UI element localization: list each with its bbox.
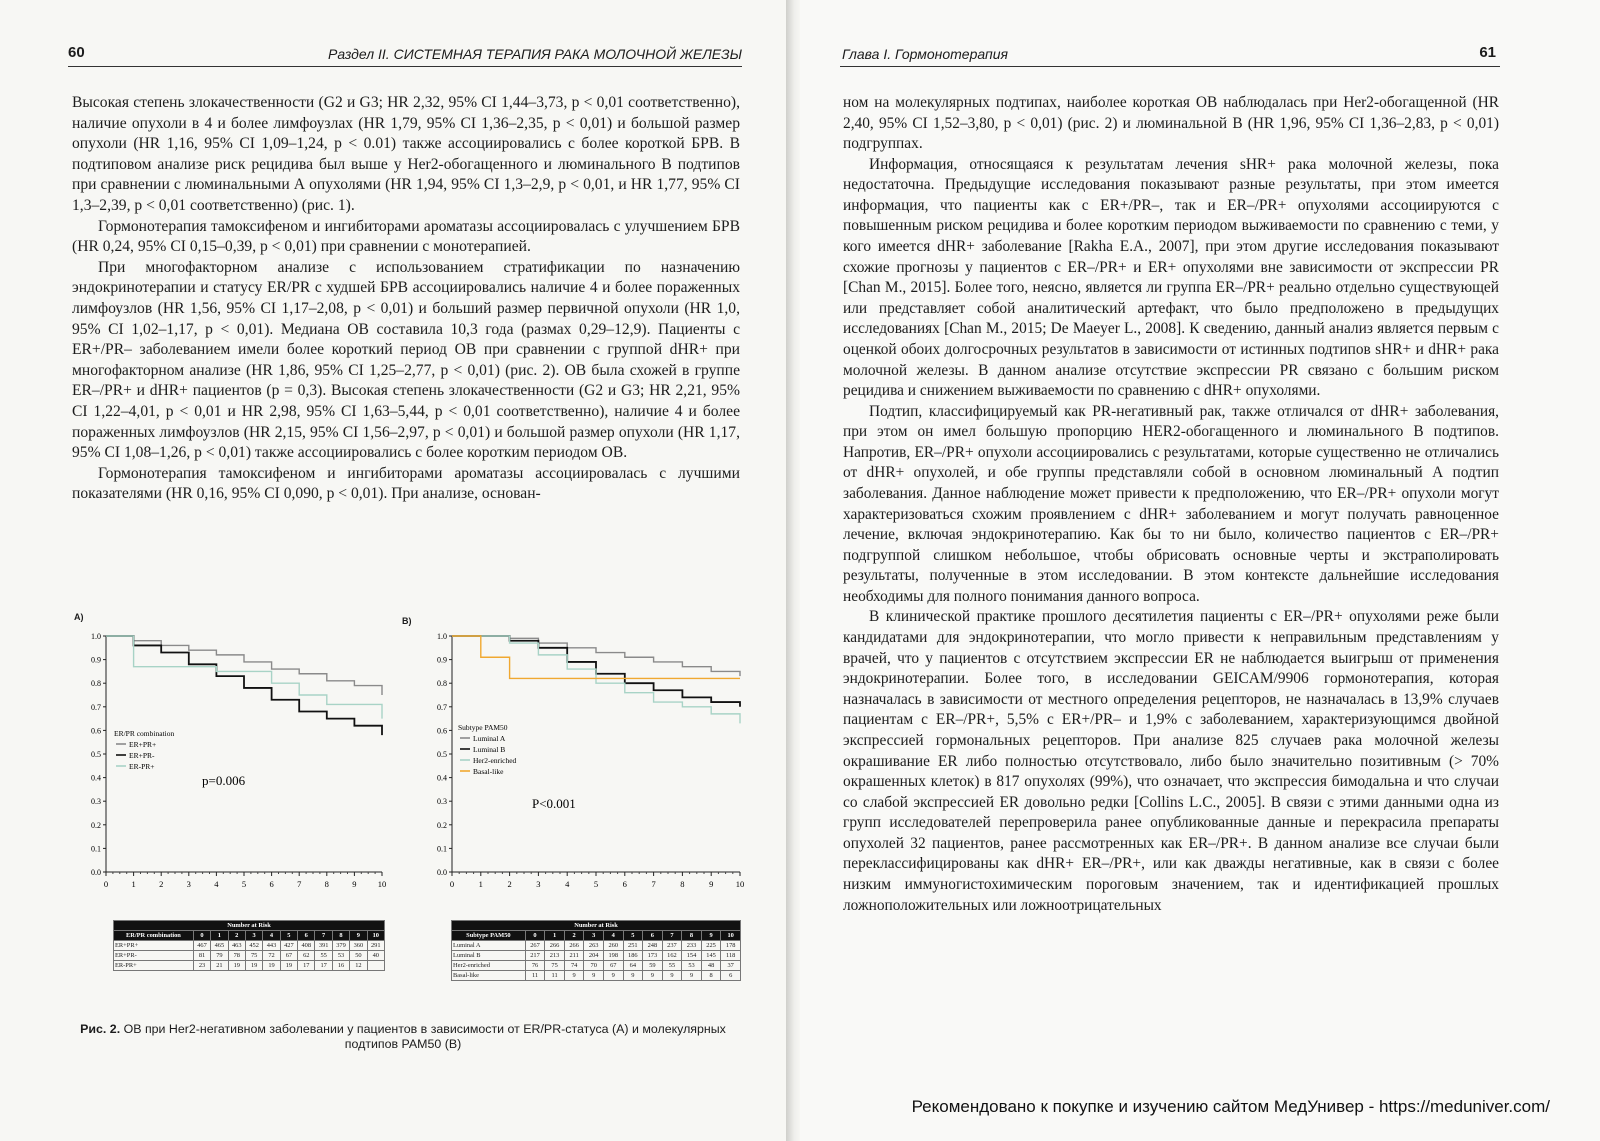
risk-cell: 186 xyxy=(623,951,643,961)
legend-label: ER+PR- xyxy=(129,751,155,760)
risk-row-label: ER+PR+ xyxy=(114,941,194,951)
risk-row-label: Basal-like xyxy=(452,971,526,981)
risk-cell: 11 xyxy=(525,971,545,981)
panel-label-b: B) xyxy=(402,616,412,626)
risk-cell: 118 xyxy=(721,951,741,961)
risk-cell: 64 xyxy=(623,961,643,971)
risk-row-label: ER+PR- xyxy=(114,951,194,961)
risk-table-column-header: 8 xyxy=(332,931,349,941)
risk-cell: 17 xyxy=(298,961,315,971)
risk-cell: 8 xyxy=(701,971,721,981)
km-chart-a xyxy=(84,622,390,912)
book-gutter xyxy=(786,0,800,1141)
header-rule xyxy=(68,66,742,67)
risk-cell: 9 xyxy=(643,971,663,981)
risk-cell: 17 xyxy=(315,961,332,971)
risk-cell: 21 xyxy=(211,961,228,971)
body-text xyxy=(843,93,1499,916)
risk-cell: 78 xyxy=(228,951,245,961)
x-tick-label: 0 xyxy=(449,879,455,889)
paragraph: Гормонотерапия тамоксифеном и ингибиторами ароматазы ассоциировалась с лучшими показателями (HR 0,16, 95% CI 0,090, p < 0,01). При анализе, основан- xyxy=(72,464,740,503)
caption-label: Рис. 2. xyxy=(80,1022,121,1036)
risk-cell: 16 xyxy=(332,961,349,971)
risk-cell: 74 xyxy=(564,961,584,971)
risk-cell: 62 xyxy=(298,951,315,961)
risk-cell: 9 xyxy=(603,971,623,981)
risk-cell: 9 xyxy=(662,971,682,981)
risk-table-column-header: 1 xyxy=(545,931,565,941)
legend-label: Basal-like xyxy=(473,767,504,776)
y-tick-label: 1.0 xyxy=(437,632,447,641)
x-tick-label: 0 xyxy=(103,879,109,889)
risk-cell: 19 xyxy=(280,961,297,971)
running-head: Раздел II. СИСТЕМНАЯ ТЕРАПИЯ РАКА МОЛОЧНОЙ ЖЕЛЕЗЫ xyxy=(328,46,742,62)
x-tick-label: 9 xyxy=(352,879,357,889)
right-page xyxy=(800,0,1600,1141)
y-tick-label: 1.0 xyxy=(91,632,101,641)
table-row xyxy=(114,961,385,971)
left-page xyxy=(0,0,786,1141)
risk-table-column-header: 6 xyxy=(643,931,663,941)
risk-cell: 154 xyxy=(682,951,702,961)
risk-table-column-header: 4 xyxy=(603,931,623,941)
risk-cell: 23 xyxy=(193,961,210,971)
risk-cell: 40 xyxy=(367,951,384,961)
p-value-annotation: P<0.001 xyxy=(532,796,576,811)
risk-table-column-header: 9 xyxy=(350,931,367,941)
legend-title: Subtype PAM50 xyxy=(458,723,508,732)
x-tick-label: 2 xyxy=(159,879,164,889)
risk-table-row-header: ER/PR combination xyxy=(114,931,194,941)
y-tick-label: 0.0 xyxy=(437,868,447,877)
risk-cell: 9 xyxy=(584,971,604,981)
risk-cell: 55 xyxy=(315,951,332,961)
risk-cell: 11 xyxy=(545,971,565,981)
y-tick-label: 0.7 xyxy=(437,702,447,712)
risk-cell: 59 xyxy=(643,961,663,971)
x-tick-label: 7 xyxy=(651,879,656,889)
risk-cell: 266 xyxy=(545,941,565,951)
x-tick-label: 4 xyxy=(214,879,219,889)
paragraph: Гормонотерапия тамоксифеном и ингибиторами ароматазы ассоциировалась с улучшением БРВ (HR 0,24, 95% CI 0,15–0,39, p < 0,01) при сравнении с монотерапией. xyxy=(72,217,740,256)
paragraph: ном на молекулярных подтипах, наиболее короткая ОВ наблюдалась при Her2-обогащенной (HR 2,40, 95% CI 1,52–3,80, p < 0,01) (рис. 2) и люминальной B (HR 1,96, 95% CI 1,36–2,83, p < 0,01) подгруппах. xyxy=(843,94,1499,153)
risk-table-column-header: 0 xyxy=(193,931,210,941)
body-text xyxy=(72,93,740,505)
risk-table-column-header: 6 xyxy=(298,931,315,941)
risk-cell: 37 xyxy=(721,961,741,971)
risk-cell: 443 xyxy=(263,941,280,951)
table-row xyxy=(114,941,385,951)
risk-cell: 263 xyxy=(584,941,604,951)
y-tick-label: 0.5 xyxy=(437,750,447,759)
risk-cell: 50 xyxy=(350,951,367,961)
risk-table-column-header: 2 xyxy=(228,931,245,941)
risk-cell: 267 xyxy=(525,941,545,951)
risk-table-title: Number at Risk xyxy=(114,921,385,931)
risk-cell: 248 xyxy=(643,941,663,951)
risk-table-column-header: 7 xyxy=(662,931,682,941)
risk-table-column-header: 7 xyxy=(315,931,332,941)
risk-cell: 81 xyxy=(193,951,210,961)
risk-cell: 79 xyxy=(211,951,228,961)
paragraph: Подтип, классифицируемый как PR-негативный рак, также отличался от dHR+ заболевания, при этом он имел большую пропорцию HER2-обогащенного и люминального B подтипов. Напротив, ER–/PR+ опухоли ассоциировались с результатами, которые существенно не отличались от dHR+ опухолей, и обе группы представляли собой в основном люминальный А подтип заболевания. Данное наблюдение может привести к предположению, что ER–/PR+ опухоли могут характеризоваться схожим проявлением с dHR+ заболеванием и могут получать равноценное лечение, включая эндокринотерапию. Как бы то ни было, количество пациентов с ER–/PR+ подгруппой слишком небольшое, чтобы обрисовать основные черты и экстраполировать результаты, полученные в этом исследовании. В этом контексте дальнейшие исследования необходимы для полного понимания данного вопроса. xyxy=(843,402,1499,605)
risk-cell: 9 xyxy=(623,971,643,981)
legend-label: Luminal A xyxy=(473,734,506,743)
risk-cell: 53 xyxy=(332,951,349,961)
x-tick-label: 7 xyxy=(297,879,302,889)
risk-table-column-header: 10 xyxy=(367,931,384,941)
page-number: 60 xyxy=(68,44,85,61)
y-tick-label: 0.6 xyxy=(91,726,101,736)
risk-table-column-header: 10 xyxy=(721,931,741,941)
y-tick-label: 0.8 xyxy=(437,679,447,689)
km-chart-b xyxy=(422,622,748,912)
y-tick-label: 0.3 xyxy=(91,797,101,807)
risk-cell: 12 xyxy=(350,961,367,971)
risk-cell: 198 xyxy=(603,951,623,961)
risk-cell: 391 xyxy=(315,941,332,951)
risk-row-label: Her2-enriched xyxy=(452,961,526,971)
risk-cell: 162 xyxy=(662,951,682,961)
risk-cell: 251 xyxy=(623,941,643,951)
risk-cell: 6 xyxy=(721,971,741,981)
risk-cell: 213 xyxy=(545,951,565,961)
legend-label: ER-PR+ xyxy=(129,762,155,771)
risk-row-label: ER-PR+ xyxy=(114,961,194,971)
risk-cell xyxy=(367,961,384,971)
x-tick-label: 5 xyxy=(241,879,247,889)
y-tick-label: 0.3 xyxy=(437,797,447,807)
risk-cell: 260 xyxy=(603,941,623,951)
x-tick-label: 1 xyxy=(478,879,483,889)
risk-table-column-header: 3 xyxy=(584,931,604,941)
risk-table-column-header: 0 xyxy=(525,931,545,941)
x-tick-label: 4 xyxy=(565,879,570,889)
risk-cell: 379 xyxy=(332,941,349,951)
risk-cell: 72 xyxy=(263,951,280,961)
risk-cell: 266 xyxy=(564,941,584,951)
x-tick-label: 8 xyxy=(324,879,329,889)
table-row xyxy=(452,961,741,971)
risk-table-b xyxy=(451,920,741,981)
survival-curve xyxy=(106,636,382,735)
caption-text: ОВ при Her2-негативном заболевании у пациентов в зависимости от ER/PR-статуса (A) и молекулярных подтипов PAM50 (B) xyxy=(123,1022,726,1051)
y-tick-label: 0.4 xyxy=(437,773,447,783)
risk-cell: 75 xyxy=(545,961,565,971)
risk-cell: 467 xyxy=(193,941,210,951)
paragraph: Информация, относящаяся к результатам лечения sHR+ рака молочной железы, пока недостаточна. Предыдущие исследования показывают разные результаты, при этом имеется информация, что пациенты как с ER+/PR–, так и ER–/PR+ опухолями ассоциируются с повышенным риском рецидива и более коротким периодом выживаемости по сравнению с теми, у кого имеется dHR+ заболевание [Rakha E.A., 2007], при этом другие исследования показывают схожие прогнозы у пациентов с ER–/PR+ и ER+ опухолями вне зависимости от экспрессии PR [Chan M., 2015]. Более того, неясно, является ли группа ER–/PR+ реально отдельно существующей или представляет собой аналитический артефакт, что было предположено в предыдущих исследованиях [Chan M., 2015; De Maeyer L., 2008]. К сведению, данный анализ является первым с оценкой обоих долгосрочных результатов в зависимости от истинных подтипов sHR+ и dHR+ рака молочной железы. В данном анализе отсутствие экспрессии PR связано с большим риском рецидива и снижением выживаемости по сравнению с dHR+ опухолями. xyxy=(843,155,1499,400)
x-tick-label: 6 xyxy=(269,879,274,889)
risk-table-column-header: 5 xyxy=(280,931,297,941)
risk-cell: 204 xyxy=(584,951,604,961)
x-tick-label: 5 xyxy=(593,879,599,889)
y-tick-label: 0.9 xyxy=(437,655,447,665)
risk-cell: 145 xyxy=(701,951,721,961)
risk-table-column-header: 1 xyxy=(211,931,228,941)
running-head: Глава I. Гормонотерапия xyxy=(842,46,1008,62)
legend-label: ER+PR+ xyxy=(129,740,157,749)
risk-cell: 48 xyxy=(701,961,721,971)
panel-label-a: A) xyxy=(74,612,84,622)
figure-caption xyxy=(70,1022,736,1052)
y-tick-label: 0.5 xyxy=(91,750,101,759)
x-tick-label: 9 xyxy=(709,879,714,889)
table-row xyxy=(452,951,741,961)
x-tick-label: 6 xyxy=(622,879,627,889)
risk-table-column-header: 5 xyxy=(623,931,643,941)
risk-table-title: Number at Risk xyxy=(452,921,741,931)
risk-cell: 19 xyxy=(245,961,262,971)
y-tick-label: 0.2 xyxy=(91,820,101,830)
risk-cell: 427 xyxy=(280,941,297,951)
risk-cell: 178 xyxy=(721,941,741,951)
risk-cell: 19 xyxy=(263,961,280,971)
footer-recommendation: Рекомендовано к покупке и изучению сайтом МедУнивер - https://meduniver.com/ xyxy=(911,1097,1550,1116)
risk-cell: 67 xyxy=(280,951,297,961)
risk-cell: 9 xyxy=(682,971,702,981)
y-tick-label: 0.2 xyxy=(437,820,447,830)
risk-cell: 9 xyxy=(564,971,584,981)
y-tick-label: 0.9 xyxy=(91,655,101,665)
y-tick-label: 0.1 xyxy=(437,844,447,854)
risk-cell: 291 xyxy=(367,941,384,951)
risk-cell: 55 xyxy=(662,961,682,971)
y-tick-label: 0.1 xyxy=(91,844,101,854)
risk-table-column-header: 8 xyxy=(682,931,702,941)
risk-table-row-header: Subtype PAM50 xyxy=(452,931,526,941)
risk-table-column-header: 9 xyxy=(701,931,721,941)
risk-cell: 173 xyxy=(643,951,663,961)
x-tick-label: 3 xyxy=(536,879,541,889)
x-tick-label: 1 xyxy=(131,879,136,889)
table-row xyxy=(114,951,385,961)
paragraph: В клинической практике прошлого десятилетия пациенты с ER–/PR+ опухолями реже были кандидатами для эндокринотерапии, что могло привести к неправильным представлениям у врачей, что у пациентов с отсутствием экспрессии ER не наблюдается выигрыш от применения эндокринотерапии. Более того, в исследовании GEICAM/9906 гормонотерапия, которая назначалась в зависимости от местного определения рецепторов, не назначалась в 13,9% случаев пациентам с ER–/PR+, 5,5% с ER+/PR– и 1,9% с заболеванием, характеризующимся двойной экспрессией гормональных рецепторов. При анализе 825 случаев рака молочной железы окрашивание ER либо полностью отсутствовало, либо было значительно позитивным (> 70% окрашенных клеток) в 817 опухолях (99%), что означает, что экспрессия бимодальна и что случаи со слабой экспрессией ER довольно редки [Collins L.C., 2005]. В связи с этими данными одна из групп исследователей перепроверила ранее опубликованные данные и перекрасила препараты опухолей 32 пациентов, ранее рассмотренных как ER–/PR+. В данном анализе все случаи были переклассифицированы как dHR+ ER–/PR+, или как дважды негативные, как в связи с более низким иммуногистохимическим пороговым значением, так и идентификацией прошлых ложноположительных или ложноотрицательных xyxy=(843,608,1499,914)
legend-label: Luminal B xyxy=(473,745,506,754)
header-rule xyxy=(840,66,1500,67)
risk-table-column-header: 3 xyxy=(245,931,262,941)
x-tick-label: 8 xyxy=(680,879,685,889)
risk-cell: 211 xyxy=(564,951,584,961)
risk-cell: 76 xyxy=(525,961,545,971)
y-tick-label: 0.7 xyxy=(91,702,101,712)
risk-row-label: Luminal A xyxy=(452,941,526,951)
risk-table-column-header: 4 xyxy=(263,931,280,941)
risk-cell: 53 xyxy=(682,961,702,971)
x-tick-label: 2 xyxy=(507,879,512,889)
risk-cell: 237 xyxy=(662,941,682,951)
risk-cell: 75 xyxy=(245,951,262,961)
risk-cell: 19 xyxy=(228,961,245,971)
y-tick-label: 0.6 xyxy=(437,726,447,736)
risk-cell: 67 xyxy=(603,961,623,971)
risk-cell: 360 xyxy=(350,941,367,951)
x-tick-label: 10 xyxy=(735,879,745,889)
x-tick-label: 3 xyxy=(186,879,191,889)
risk-table-column-header: 2 xyxy=(564,931,584,941)
x-tick-label: 10 xyxy=(377,879,387,889)
y-tick-label: 0.4 xyxy=(91,773,101,783)
page-number: 61 xyxy=(1479,44,1496,61)
table-row xyxy=(452,941,741,951)
y-tick-label: 0.0 xyxy=(91,868,101,877)
risk-cell: 408 xyxy=(298,941,315,951)
risk-cell: 217 xyxy=(525,951,545,961)
p-value-annotation: p=0.006 xyxy=(202,773,246,788)
risk-cell: 233 xyxy=(682,941,702,951)
y-tick-label: 0.8 xyxy=(91,679,101,689)
risk-cell: 452 xyxy=(245,941,262,951)
legend-label: Her2-enriched xyxy=(473,756,517,765)
paragraph: Высокая степень злокачественности (G2 и G3; HR 2,32, 95% CI 1,44–3,73, p < 0,01 соответственно), наличие опухоли в 4 и более лимфоузлах (HR 1,79, 95% CI 1,36–2,35, p < 0,01) и большой размер опухоли (HR 1,16, 95% CI 1,09–1,24, p < 0.01) также ассоциировались с более короткой БРВ. В подтиповом анализе риск рецидива был выше у Her2-обогащенного и люминального B подтипов при сравнении с люминальными А опухолями (HR 1,94, 95% CI 1,3–2,9, p < 0,01, и HR 1,77, 95% CI 1,3–2,39, p < 0,01 соответственно) (рис. 1). xyxy=(72,94,740,214)
risk-cell: 463 xyxy=(228,941,245,951)
legend-title: ER/PR combination xyxy=(114,729,175,738)
risk-row-label: Luminal B xyxy=(452,951,526,961)
risk-cell: 70 xyxy=(584,961,604,971)
risk-cell: 465 xyxy=(211,941,228,951)
paragraph: При многофакторном анализе с использованием стратификации по назначению эндокринотерапии и статусу ER/PR с худшей БРВ ассоциировались наличие 4 и более пораженных лимфоузлов (HR 1,56, 95% CI 1,17–2,08, p < 0,01) и больший размер первичной опухоли (HR 1,0, 95% CI 1,02–1,17, p < 0,01). Медиана ОВ составила 10,3 года (размах 0,29–12,9). Пациенты с ER+/PR– заболеванием имели более короткий период ОВ при сравнении с группой dHR+ при многофакторном анализе (HR 1,86, 95% CI 1,25–2,77, p < 0,01) (рис. 2). ОВ была схожей в группе ER–/PR+ и dHR+ пациентов (p = 0,3). Высокая степень злокачественности (G2 и G3; HR 2,21, 95% CI 1,22–4,01, p < 0,01 и HR 2,98, 95% CI 1,63–5,44, p < 0,01 соответственно), наличие 4 и более пораженных лимфоузлов (HR 2,15, 95% CI 1,56–2,97, p < 0,01) и большой размер опухоли (HR 1,17, 95% CI 1,08–1,26, p < 0,01) также ассоциировались с более коротким периодом ОВ. xyxy=(72,258,740,462)
risk-cell: 225 xyxy=(701,941,721,951)
risk-table-a xyxy=(113,920,385,971)
table-row xyxy=(452,971,741,981)
